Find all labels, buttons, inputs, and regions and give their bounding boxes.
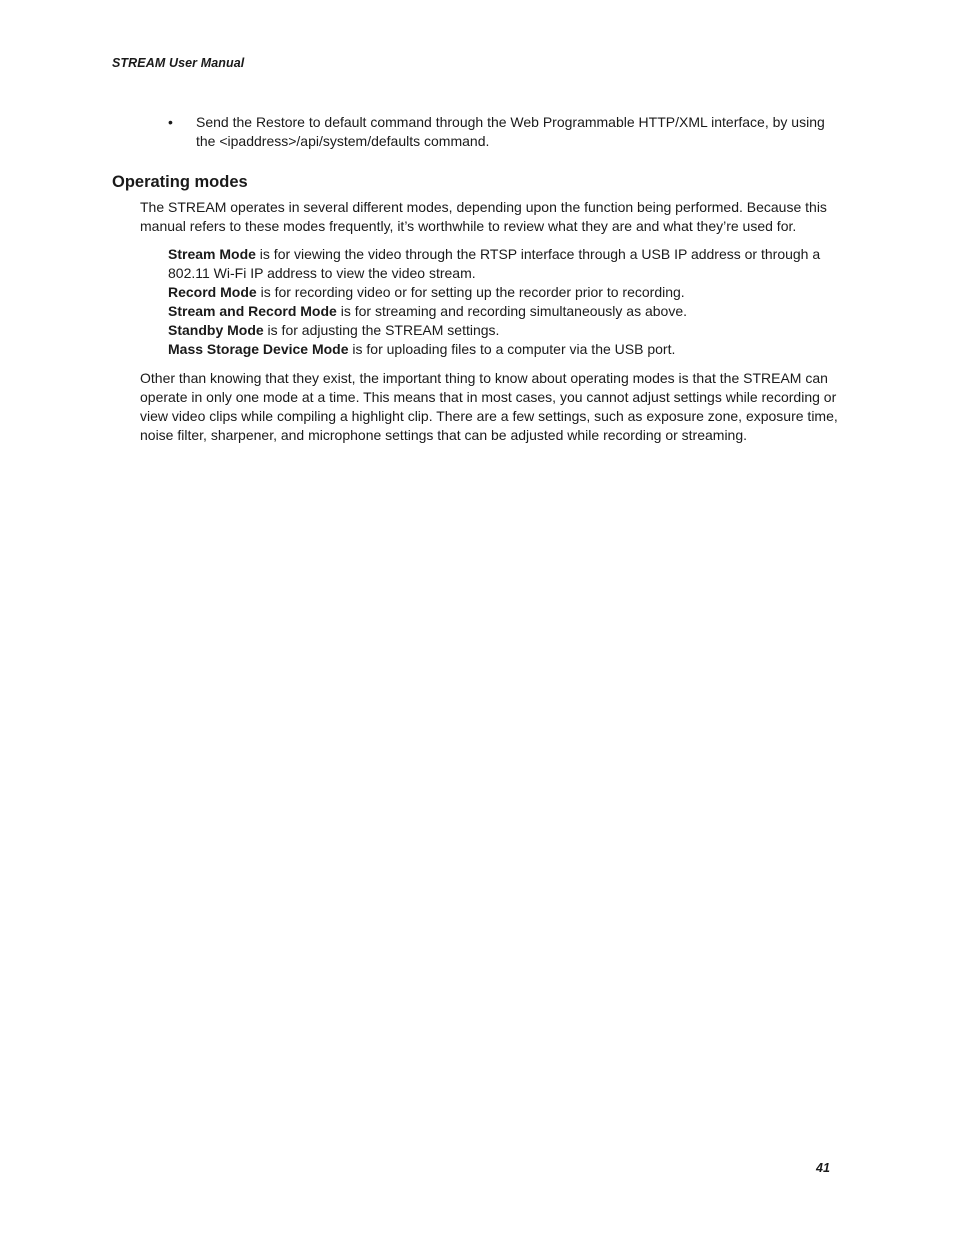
bullet-icon: •	[168, 114, 173, 130]
intro-paragraph: The STREAM operates in several different modes, depending upon the function being performed. Because this manual refers to these modes frequently, it’s worthwhile to review what they are and what they’re used for.	[140, 199, 827, 234]
mode-description: is for viewing the video through the RTSP interface through a USB IP address or through a 802.11 Wi-Fi IP address to view the video stream.	[168, 246, 821, 281]
mode-item-mass-storage	[168, 340, 844, 359]
page-number: 41	[816, 1161, 830, 1175]
closing-paragraph: Other than knowing that they exist, the important thing to know about operating modes is that the STREAM can operate in only one mode at a time. This means that in most cases, you cannot adjust settings while recording or view video clips while compiling a highlight clip. There are a few settings, such as exposure zone, exposure time, noise filter, sharpener, and microphone settings that can be adjusted while recording or streaming.	[140, 370, 838, 443]
running-header: STREAM User Manual	[112, 56, 245, 70]
mode-name: Stream and Record Mode	[168, 303, 337, 319]
mode-description: is for uploading files to a computer via the USB port.	[348, 341, 676, 357]
mode-item-standby	[168, 321, 844, 340]
mode-item-record	[168, 283, 844, 302]
mode-name: Mass Storage Device Mode	[168, 341, 349, 357]
mode-description: is for recording video or for setting up the recorder prior to recording.	[256, 284, 685, 300]
mode-description: is for streaming and recording simultaneously as above.	[336, 303, 688, 319]
mode-list	[168, 245, 844, 359]
mode-name: Stream Mode	[168, 246, 256, 262]
bullet-text: Send the Restore to default command through the Web Programmable HTTP/XML interface, by using the <ipaddress>/api/system/defaults command.	[196, 114, 825, 149]
list-item	[168, 113, 844, 151]
mode-item-stream-and-record	[168, 302, 844, 321]
mode-name: Standby Mode	[168, 322, 264, 338]
mode-name: Record Mode	[168, 284, 257, 300]
bullet-list	[168, 113, 844, 151]
mode-item-stream	[168, 245, 844, 283]
section-heading: Operating modes	[112, 173, 248, 191]
mode-description: is for adjusting the STREAM settings.	[263, 322, 500, 338]
